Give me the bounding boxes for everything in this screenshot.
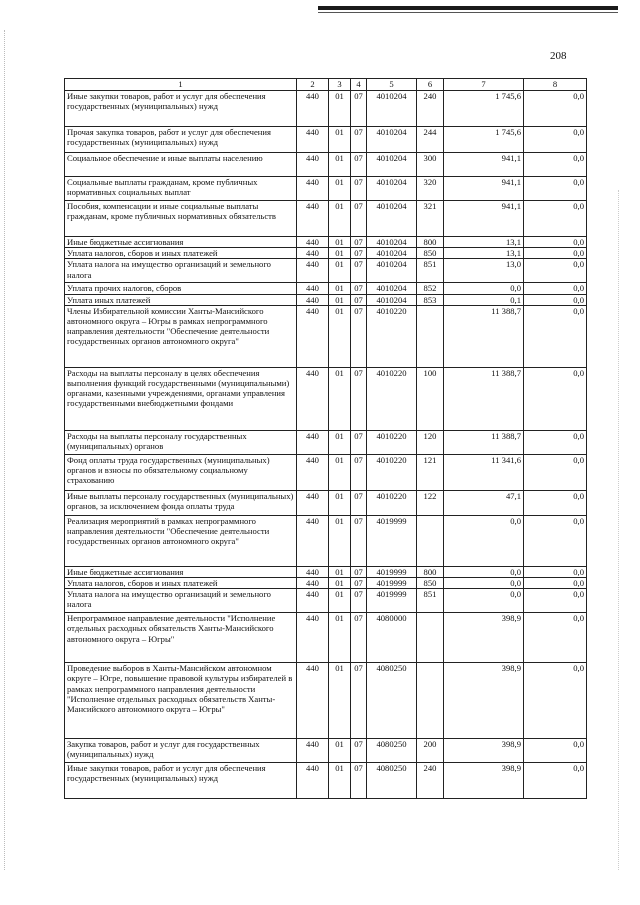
cell-section: 01 (329, 663, 351, 739)
table-row (65, 663, 587, 739)
cell-expense-type: 244 (417, 127, 444, 153)
cell-amount: 0,0 (444, 283, 524, 294)
cell-subsection: 07 (351, 237, 367, 248)
cell-section: 01 (329, 430, 351, 454)
cell-subsection: 07 (351, 613, 367, 663)
row-name: Проведение выборов в Ханты-Мансийском автономном округе – Югре, повышение правовой культуры избирателей в рамках непрограммного направления деятельности "Исполнение отдельных расходных обязательств Ханты-Мансийского автономного округа – Югры" (65, 663, 297, 739)
cell-subsection: 07 (351, 305, 367, 367)
table-row (65, 237, 587, 248)
cell-target-article: 4080000 (367, 613, 417, 663)
cell-section: 01 (329, 367, 351, 430)
cell-expense-type (417, 515, 444, 566)
column-header: 6 (417, 79, 444, 91)
table-header-row (65, 79, 587, 91)
table-row (65, 454, 587, 490)
cell-expense-type: 320 (417, 177, 444, 201)
cell-amount-2: 0,0 (524, 201, 587, 237)
cell-target-article: 4010204 (367, 248, 417, 259)
cell-target-article: 4019999 (367, 589, 417, 613)
cell-amount-2: 0,0 (524, 237, 587, 248)
cell-expense-type: 240 (417, 91, 444, 127)
table-row (65, 201, 587, 237)
table-row (65, 367, 587, 430)
cell-amount-2: 0,0 (524, 153, 587, 177)
cell-expense-type: 800 (417, 566, 444, 577)
cell-target-article: 4010220 (367, 454, 417, 490)
top-rule (318, 6, 618, 10)
cell-ministry: 440 (297, 663, 329, 739)
cell-subsection: 07 (351, 515, 367, 566)
cell-expense-type: 122 (417, 490, 444, 515)
cell-amount-2: 0,0 (524, 259, 587, 283)
cell-amount: 47,1 (444, 490, 524, 515)
cell-subsection: 07 (351, 91, 367, 127)
cell-ministry: 440 (297, 589, 329, 613)
table-row (65, 177, 587, 201)
cell-amount: 941,1 (444, 177, 524, 201)
cell-section: 01 (329, 283, 351, 294)
table-row (65, 490, 587, 515)
cell-target-article: 4010204 (367, 177, 417, 201)
row-name: Уплата прочих налогов, сборов (65, 283, 297, 294)
row-name: Социальное обеспечение и иные выплаты населению (65, 153, 297, 177)
row-name: Пособия, компенсации и иные социальные выплаты гражданам, кроме публичных нормативных обязательств (65, 201, 297, 237)
table-row (65, 248, 587, 259)
cell-amount: 13,0 (444, 259, 524, 283)
cell-subsection: 07 (351, 578, 367, 589)
cell-amount-2: 0,0 (524, 294, 587, 305)
cell-subsection: 07 (351, 763, 367, 799)
column-header: 2 (297, 79, 329, 91)
cell-amount-2: 0,0 (524, 613, 587, 663)
cell-ministry: 440 (297, 613, 329, 663)
cell-expense-type: 850 (417, 248, 444, 259)
cell-subsection: 07 (351, 566, 367, 577)
column-header: 3 (329, 79, 351, 91)
cell-amount-2: 0,0 (524, 578, 587, 589)
cell-amount-2: 0,0 (524, 177, 587, 201)
cell-section: 01 (329, 237, 351, 248)
cell-amount-2: 0,0 (524, 127, 587, 153)
cell-amount: 941,1 (444, 153, 524, 177)
cell-target-article: 4080250 (367, 663, 417, 739)
cell-section: 01 (329, 739, 351, 763)
table-row (65, 566, 587, 577)
cell-amount-2: 0,0 (524, 763, 587, 799)
row-name: Иные бюджетные ассигнования (65, 566, 297, 577)
cell-expense-type: 100 (417, 367, 444, 430)
column-header: 4 (351, 79, 367, 91)
cell-ministry: 440 (297, 259, 329, 283)
cell-amount: 11 388,7 (444, 430, 524, 454)
row-name: Уплата налога на имущество организаций и земельного налога (65, 589, 297, 613)
cell-amount: 0,1 (444, 294, 524, 305)
cell-subsection: 07 (351, 201, 367, 237)
cell-subsection: 07 (351, 367, 367, 430)
cell-section: 01 (329, 763, 351, 799)
column-header: 7 (444, 79, 524, 91)
cell-amount: 11 341,6 (444, 454, 524, 490)
row-name: Иные выплаты персоналу государственных (муниципальных) органов, за исключением фонда оплаты труда (65, 490, 297, 515)
cell-section: 01 (329, 566, 351, 577)
cell-ministry: 440 (297, 153, 329, 177)
cell-expense-type: 321 (417, 201, 444, 237)
cell-section: 01 (329, 490, 351, 515)
cell-amount-2: 0,0 (524, 663, 587, 739)
cell-subsection: 07 (351, 430, 367, 454)
cell-amount: 398,9 (444, 739, 524, 763)
cell-amount-2: 0,0 (524, 430, 587, 454)
cell-expense-type: 121 (417, 454, 444, 490)
table-row (65, 578, 587, 589)
cell-ministry: 440 (297, 283, 329, 294)
cell-ministry: 440 (297, 739, 329, 763)
cell-target-article: 4080250 (367, 739, 417, 763)
cell-expense-type (417, 305, 444, 367)
cell-expense-type: 850 (417, 578, 444, 589)
scan-margin-marks (4, 30, 11, 870)
column-header: 8 (524, 79, 587, 91)
cell-target-article: 4010220 (367, 305, 417, 367)
cell-amount-2: 0,0 (524, 91, 587, 127)
cell-target-article: 4010220 (367, 430, 417, 454)
cell-amount-2: 0,0 (524, 490, 587, 515)
cell-ministry: 440 (297, 578, 329, 589)
cell-subsection: 07 (351, 739, 367, 763)
page-number: 208 (550, 50, 567, 62)
table-row (65, 283, 587, 294)
cell-amount: 398,9 (444, 663, 524, 739)
table-row (65, 127, 587, 153)
cell-subsection: 07 (351, 589, 367, 613)
row-name: Иные бюджетные ассигнования (65, 237, 297, 248)
cell-amount-2: 0,0 (524, 739, 587, 763)
cell-ministry: 440 (297, 367, 329, 430)
cell-ministry: 440 (297, 237, 329, 248)
cell-target-article: 4010204 (367, 259, 417, 283)
table-row (65, 739, 587, 763)
cell-target-article: 4010204 (367, 127, 417, 153)
cell-ministry: 440 (297, 201, 329, 237)
cell-ministry: 440 (297, 515, 329, 566)
cell-target-article: 4010204 (367, 153, 417, 177)
cell-amount: 13,1 (444, 237, 524, 248)
cell-amount: 13,1 (444, 248, 524, 259)
cell-amount: 0,0 (444, 578, 524, 589)
cell-target-article: 4019999 (367, 566, 417, 577)
cell-expense-type: 853 (417, 294, 444, 305)
table-row (65, 589, 587, 613)
cell-amount-2: 0,0 (524, 515, 587, 566)
row-name: Социальные выплаты гражданам, кроме публичных нормативных социальных выплат (65, 177, 297, 201)
cell-ministry: 440 (297, 566, 329, 577)
cell-subsection: 07 (351, 490, 367, 515)
cell-amount: 941,1 (444, 201, 524, 237)
table-row (65, 294, 587, 305)
table-row (65, 91, 587, 127)
cell-amount: 0,0 (444, 589, 524, 613)
cell-subsection: 07 (351, 294, 367, 305)
cell-subsection: 07 (351, 248, 367, 259)
cell-expense-type: 200 (417, 739, 444, 763)
cell-target-article: 4010204 (367, 91, 417, 127)
cell-target-article: 4019999 (367, 515, 417, 566)
cell-section: 01 (329, 578, 351, 589)
cell-target-article: 4010204 (367, 294, 417, 305)
cell-section: 01 (329, 515, 351, 566)
row-name: Уплата налогов, сборов и иных платежей (65, 578, 297, 589)
cell-expense-type (417, 663, 444, 739)
cell-expense-type: 852 (417, 283, 444, 294)
cell-section: 01 (329, 248, 351, 259)
scan-margin-marks-right (618, 190, 625, 870)
cell-section: 01 (329, 259, 351, 283)
cell-section: 01 (329, 201, 351, 237)
cell-ministry: 440 (297, 127, 329, 153)
cell-amount-2: 0,0 (524, 566, 587, 577)
cell-expense-type: 800 (417, 237, 444, 248)
cell-amount-2: 0,0 (524, 283, 587, 294)
cell-section: 01 (329, 454, 351, 490)
column-header: 5 (367, 79, 417, 91)
cell-target-article: 4019999 (367, 578, 417, 589)
cell-target-article: 4010204 (367, 201, 417, 237)
budget-table (64, 78, 587, 799)
row-name: Непрограммное направление деятельности "Исполнение отдельных расходных обязательств Ханты-Мансийского автономного округа – Югры" (65, 613, 297, 663)
row-name: Уплата налога на имущество организаций и земельного налога (65, 259, 297, 283)
cell-amount: 11 388,7 (444, 305, 524, 367)
cell-target-article: 4010204 (367, 237, 417, 248)
cell-amount: 398,9 (444, 613, 524, 663)
cell-expense-type (417, 613, 444, 663)
top-rule-thin (318, 12, 618, 13)
table-row (65, 259, 587, 283)
cell-amount: 398,9 (444, 763, 524, 799)
cell-ministry: 440 (297, 294, 329, 305)
cell-target-article: 4010204 (367, 283, 417, 294)
cell-ministry: 440 (297, 454, 329, 490)
row-name: Расходы на выплаты персоналу государственных (муниципальных) органов (65, 430, 297, 454)
cell-ministry: 440 (297, 248, 329, 259)
table-row (65, 305, 587, 367)
row-name: Закупка товаров, работ и услуг для государственных (муниципальных) нужд (65, 739, 297, 763)
cell-amount-2: 0,0 (524, 589, 587, 613)
column-header: 1 (65, 79, 297, 91)
cell-expense-type: 120 (417, 430, 444, 454)
row-name: Уплата иных платежей (65, 294, 297, 305)
cell-section: 01 (329, 127, 351, 153)
cell-ministry: 440 (297, 430, 329, 454)
cell-amount-2: 0,0 (524, 454, 587, 490)
cell-ministry: 440 (297, 91, 329, 127)
cell-subsection: 07 (351, 259, 367, 283)
table-row (65, 430, 587, 454)
cell-ministry: 440 (297, 305, 329, 367)
cell-amount: 0,0 (444, 566, 524, 577)
table-row (65, 515, 587, 566)
cell-amount-2: 0,0 (524, 248, 587, 259)
cell-section: 01 (329, 613, 351, 663)
cell-amount: 1 745,6 (444, 127, 524, 153)
cell-target-article: 4080250 (367, 763, 417, 799)
cell-ministry: 440 (297, 490, 329, 515)
cell-expense-type: 300 (417, 153, 444, 177)
row-name: Иные закупки товаров, работ и услуг для обеспечения государственных (муниципальных) нужд (65, 91, 297, 127)
cell-section: 01 (329, 91, 351, 127)
table-row (65, 763, 587, 799)
cell-amount-2: 0,0 (524, 367, 587, 430)
table-row (65, 153, 587, 177)
row-name: Уплата налогов, сборов и иных платежей (65, 248, 297, 259)
cell-amount: 1 745,6 (444, 91, 524, 127)
cell-target-article: 4010220 (367, 367, 417, 430)
row-name: Прочая закупка товаров, работ и услуг для обеспечения государственных (муниципальных) нужд (65, 127, 297, 153)
cell-amount: 0,0 (444, 515, 524, 566)
cell-subsection: 07 (351, 663, 367, 739)
cell-section: 01 (329, 589, 351, 613)
cell-target-article: 4010220 (367, 490, 417, 515)
cell-amount-2: 0,0 (524, 305, 587, 367)
cell-expense-type: 851 (417, 259, 444, 283)
cell-section: 01 (329, 294, 351, 305)
cell-subsection: 07 (351, 127, 367, 153)
row-name: Иные закупки товаров, работ и услуг для обеспечения государственных (муниципальных) нужд (65, 763, 297, 799)
cell-ministry: 440 (297, 177, 329, 201)
cell-amount: 11 388,7 (444, 367, 524, 430)
cell-section: 01 (329, 177, 351, 201)
cell-subsection: 07 (351, 177, 367, 201)
row-name: Фонд оплаты труда государственных (муниципальных) органов и взносы по обязательному социальному страхованию (65, 454, 297, 490)
row-name: Реализация мероприятий в рамках непрограммного направления деятельности "Обеспечение деятельности государственных органов автономного округа" (65, 515, 297, 566)
cell-subsection: 07 (351, 454, 367, 490)
cell-expense-type: 240 (417, 763, 444, 799)
table-row (65, 613, 587, 663)
cell-subsection: 07 (351, 153, 367, 177)
cell-section: 01 (329, 153, 351, 177)
cell-section: 01 (329, 305, 351, 367)
row-name: Расходы на выплаты персоналу в целях обеспечения выполнения функций государственными (муниципальными) органами, казенными учреждениями, органами управления государственными внебюджетными фондами (65, 367, 297, 430)
cell-expense-type: 851 (417, 589, 444, 613)
row-name: Члены Избирательной комиссии Ханты-Мансийского автономного округа – Югры в рамках непрограммного направления деятельности "Обеспечение деятельности государственных органов автономного округа" (65, 305, 297, 367)
cell-subsection: 07 (351, 283, 367, 294)
cell-ministry: 440 (297, 763, 329, 799)
